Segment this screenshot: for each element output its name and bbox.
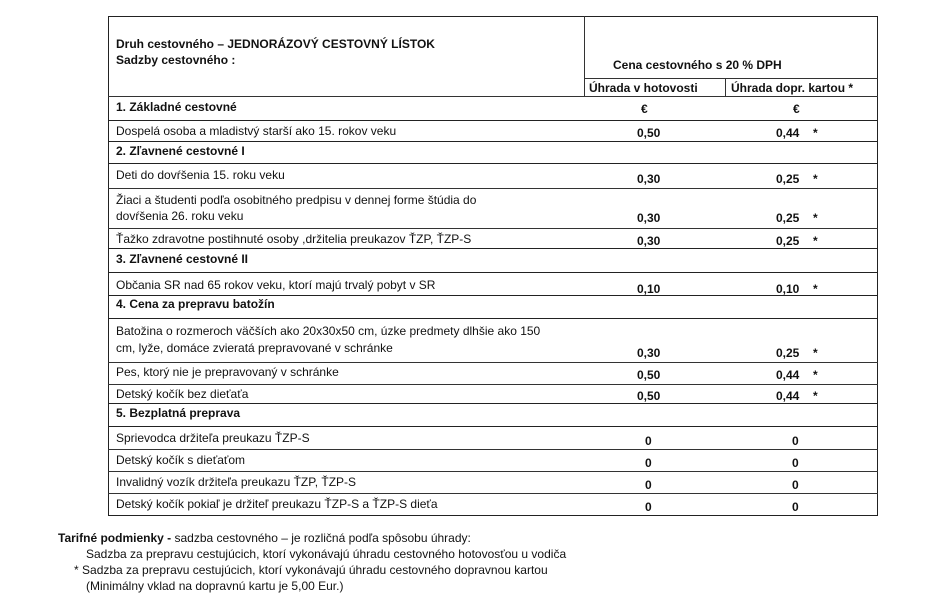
tariff-conditions-intro: sadzba cestovného – je rozličná podľa spôsobu úhrady: (174, 531, 471, 545)
currency-card: € (793, 102, 800, 116)
row-label: Ťažko zdravotne postihnuté osoby ,držitelia preukazov ŤZP, ŤZP-S (116, 232, 472, 246)
row-label: Invalidný vozík držiteľa preukazu ŤZP, ŤZP-S (116, 475, 357, 489)
condition-card (58, 562, 566, 578)
currency-cash: € (641, 102, 648, 116)
col-card-header: Úhrada dopr. kartou * (731, 81, 854, 95)
condition-cash: Sadzba za prepravu cestujúcich, ktorí vykonávajú úhradu cestovného hotovosťou u vodiča (86, 547, 567, 561)
row-cash-value: 0,50 (637, 368, 661, 382)
section-title: 2. Zľavnené cestovné I (116, 144, 245, 158)
section-title: 4. Cena za prepravu batožín (116, 297, 275, 311)
row-cash-value: 0,50 (637, 389, 661, 403)
row-cash-value: 0 (645, 456, 652, 470)
row-label: Batožina o rozmeroch väčších ako 20x30x50 cm, úzke predmety dlhšie ako 150 (116, 324, 541, 338)
row-card-mark: * (813, 234, 818, 248)
row-divider (108, 471, 878, 472)
row-label: Žiaci a študenti podľa osobitného predpisu v dennej forme štúdia do (116, 193, 477, 207)
row-cash-value: 0,30 (637, 211, 661, 225)
row-divider (108, 493, 878, 494)
row-cash-value: 0,30 (637, 172, 661, 186)
header-subline (584, 78, 878, 79)
table-title: Druh cestovného – JEDNORÁZOVÝ CESTOVNÝ LÍSTOK (116, 37, 435, 51)
row-card-value: 0 (792, 500, 799, 514)
section-title: 5. Bezplatná preprava (116, 406, 241, 420)
row-label: Detský kočík bez dieťaťa (116, 387, 249, 401)
tariff-conditions-heading (58, 530, 566, 546)
row-card-value: 0,25 (776, 172, 800, 186)
row-divider (108, 188, 878, 189)
section-title: 1. Základné cestovné (116, 100, 237, 114)
row-cash-value: 0 (645, 478, 652, 492)
row-cash-value: 0,30 (637, 234, 661, 248)
section-title: 3. Zľavnené cestovné II (116, 252, 249, 266)
row-card-mark: * (813, 126, 818, 140)
row-cash-value: 0 (645, 500, 652, 514)
row-card-value: 0,44 (776, 389, 800, 403)
row-label: Detský kočík s dieťaťom (116, 453, 246, 467)
tariff-conditions (58, 530, 566, 594)
row-card-mark: * (813, 172, 818, 186)
row-card-value: 0,25 (776, 211, 800, 225)
tariff-conditions-label: Tarifné podmienky - (58, 531, 172, 545)
row-divider (108, 384, 878, 385)
row-cash-value: 0,50 (637, 126, 661, 140)
row-cash-value: 0 (645, 434, 652, 448)
price-header: Cena cestovného s 20 % DPH (613, 58, 782, 72)
row-label: Dospelá osoba a mladistvý starší ako 15. rokov veku (116, 124, 397, 138)
row-card-mark: * (813, 389, 818, 403)
table-subtitle: Sadzby cestovného : (116, 53, 236, 67)
row-label-cont: dovŕšenia 26. roku veku (116, 209, 244, 223)
condition-min-deposit: (Minimálny vklad na dopravnú kartu je 5,00 Eur.) (86, 579, 344, 593)
row-divider (108, 449, 878, 450)
row-card-value: 0 (792, 434, 799, 448)
row-card-value: 0 (792, 478, 799, 492)
row-label: Deti do dovŕšenia 15. roku veku (116, 168, 285, 182)
row-divider (108, 228, 878, 229)
row-card-value: 0,10 (776, 282, 800, 296)
row-card-value: 0,44 (776, 368, 800, 382)
row-cash-value: 0,10 (637, 282, 661, 296)
col-cash-header: Úhrada v hotovosti (589, 81, 698, 95)
row-card-value: 0,25 (776, 346, 800, 360)
condition-card-text: Sadzba za prepravu cestujúcich, ktorí vykonávajú úhradu cestovného dopravnou kartou (82, 563, 548, 577)
header-bottom-line (108, 96, 878, 97)
row-label: Pes, ktorý nie je prepravovaný v schránke (116, 365, 339, 379)
row-label-cont: cm, lyže, domáce zvieratá prepravované v schránke (116, 341, 393, 355)
row-card-mark: * (813, 368, 818, 382)
row-label: Detský kočík pokiaľ je držiteľ preukazu ŤZP-S a ŤZP-S dieťa (116, 497, 438, 511)
header-divider (584, 16, 585, 96)
row-card-value: 0,25 (776, 234, 800, 248)
row-cash-value: 0,30 (637, 346, 661, 360)
row-card-mark: * (813, 211, 818, 225)
row-card-mark: * (813, 346, 818, 360)
row-label: Občania SR nad 65 rokov veku, ktorí majú trvalý pobyt v SR (116, 278, 436, 292)
row-card-value: 0 (792, 456, 799, 470)
row-card-mark: * (813, 282, 818, 296)
header-col-divider (725, 78, 726, 96)
row-card-value: 0,44 (776, 126, 800, 140)
row-label: Sprievodca držiteľa preukazu ŤZP-S (116, 431, 310, 445)
condition-card-mark: * (74, 563, 79, 577)
row-divider (108, 362, 878, 363)
